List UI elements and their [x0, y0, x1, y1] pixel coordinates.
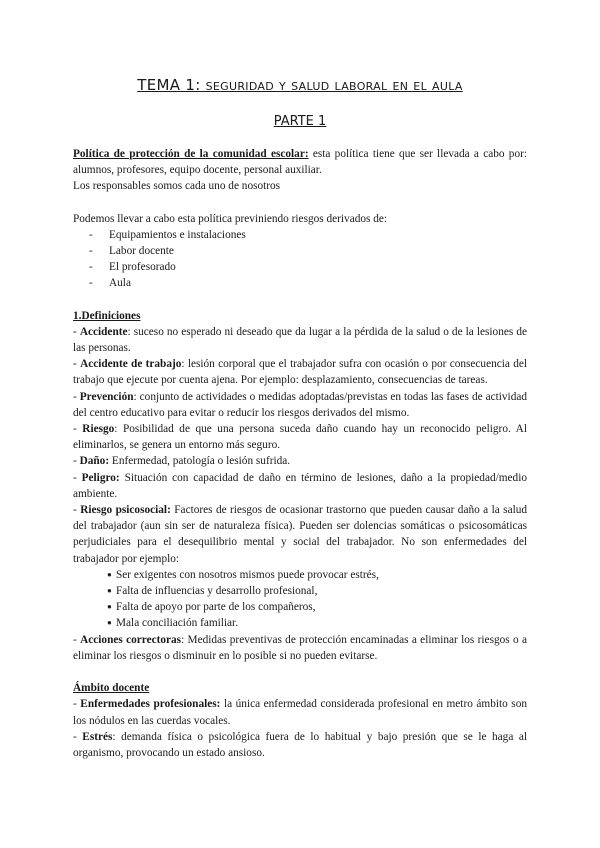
list-item: - Labor docente	[89, 243, 527, 259]
definition-item: - Riesgo: Posibilidad de que una persona suceda daño cuando hay un reconocido peligro. Al eliminarlos, se genera un entorno más seguro.	[73, 423, 527, 452]
definition-term: Accidente	[79, 325, 128, 338]
definition-term: Enfermedades profesionales:	[80, 698, 221, 711]
definition-item: - Prevención: conjunto de actividades o medidas adoptadas/previstas en todas las fases de actividad del centro educativo para evitar o reducir los riesgos derivados del mismo.	[73, 390, 527, 419]
ambito-heading	[73, 680, 527, 696]
definition-text: Factores de riesgos de ocasionar trastorno que pueden causar daño a la salud del trabajador (aun sin ser de naturaleza física). Pueden ser dolencias somáticas o psicosomáticas perjudiciales para el desequilibrio mental y social del trabajador. No son enfermedades del trabajador por ejemplo:	[73, 504, 528, 565]
definiciones-heading-text: 1.Definiciones	[73, 309, 141, 322]
politica-paragraph	[73, 146, 527, 178]
list-item: - Aula	[89, 275, 527, 291]
politica-label: Política de protección de la comunidad escolar:	[73, 148, 309, 160]
definition-sep: :	[114, 423, 123, 436]
definition-text: conjunto de actividades o medidas adoptadas/previstas en todas las fases de actividad del centro educativo para evitar o reducir los riesgos derivados del mismo.	[73, 390, 527, 419]
definition-item: - Accidente: suceso no esperado ni deseado que da lugar a la pérdida de la salud o de la lesiones de las personas.	[73, 325, 527, 355]
definition-item: - Peligro: Situación con capacidad de daño en término de lesiones, daño a la propiedad/medio ambiente.	[73, 471, 527, 500]
definition-item: - Estrés: demanda física o psicológica fuera de lo habitual y bajo presión que se le haga al organismo, provocando un estado ansioso.	[73, 730, 528, 759]
list-item: ● Mala conciliación familiar.	[107, 615, 527, 631]
definition-text: demanda física o psicológica fuera de lo habitual y bajo presión que se le haga al organismo, provocando un estado ansioso.	[73, 730, 528, 759]
definition-item: - Riesgo psicosocial: Factores de riesgos de ocasionar trastorno que pueden causar daño a la salud del trabajador (aun sin ser de naturaleza física). Pueden ser dolencias somáticas o psicosomáticas perjudiciales para el desequilibrio mental y social del trabajador. No son enfermedades del trabajador por ejemplo:	[73, 504, 528, 565]
definition-item: - Daño: Enfermedad, patología o lesión sufrida.	[73, 455, 291, 468]
definition-item: - Accidente de trabajo: lesión corporal que el trabajador sufra con ocasión o por consecuencia del trabajo que ejecute por cuenta ajena. Por ejemplo: desplazamiento, consecuencias de tareas.	[73, 358, 527, 387]
definition-term: Prevención	[79, 390, 134, 403]
document-body	[73, 146, 527, 761]
definition-sep: :	[127, 325, 134, 338]
definition-text: Enfermedad, patología o lesión sufrida.	[111, 455, 291, 468]
prevencion-list	[73, 227, 527, 292]
definiciones-heading	[73, 308, 527, 324]
definition-text: Posibilidad de que una persona suceda daño cuando hay un reconocido peligro. Al eliminarlos, se genera un entorno más seguro.	[73, 423, 527, 452]
list-item: ● Falta de apoyo por parte de los compañeros,	[107, 599, 527, 615]
politica-responsables: Los responsables somos cada uno de nosotros	[73, 180, 281, 193]
definition-text: lesión corporal que el trabajador sufra con ocasión o por consecuencia del trabajo que ejecute por cuenta ajena. Por ejemplo: desplazamiento, consecuencias de tareas.	[73, 358, 527, 387]
definition-sep: :	[133, 390, 140, 403]
definition-item: - Enfermedades profesionales: la única enfermedad considerada profesional en metro ámbito son los nódulos en las cuerdas vocales.	[73, 698, 527, 727]
psico-examples-list	[73, 567, 527, 632]
definition-term: Acciones correctoras	[80, 633, 182, 646]
definition-term: Riesgo	[82, 423, 115, 436]
list-item: ● Falta de influencias y desarrollo profesional,	[107, 583, 527, 599]
definition-term: Daño:	[79, 455, 110, 468]
definition-term: Accidente de trabajo	[80, 358, 182, 371]
definition-sep: :	[112, 730, 122, 743]
page-title: TEMA 1: seguridad y salud laboral en el aula	[137, 76, 463, 94]
definition-term: Peligro:	[81, 471, 120, 484]
prevencion-intro: Podemos llevar a cabo esta política previniendo riesgos derivados de:	[73, 212, 388, 225]
list-item: - El profesorado	[89, 259, 527, 275]
definition-text: Situación con capacidad de daño en término de lesiones, daño a la propiedad/medio ambiente.	[73, 471, 527, 500]
definition-text: la única enfermedad considerada profesional en metro ámbito son los nódulos en las cuerdas vocales.	[73, 698, 527, 727]
politica-text: esta política tiene que ser llevada a cabo por: alumnos, profesores, equipo docente, personal auxiliar.	[73, 148, 527, 177]
definition-text: suceso no esperado ni deseado que da lugar a la pérdida de la salud o de la lesiones de las personas.	[73, 325, 527, 355]
definition-term: Estrés	[82, 730, 113, 743]
list-item: ● Ser exigentes con nosotros mismos puede provocar estrés,	[107, 567, 527, 583]
definition-item: - Acciones correctoras: Medidas preventivas de protección encaminadas a eliminar los riesgos o a eliminar los riesgos o disminuir en lo posible si no pueden evitarse.	[73, 633, 527, 662]
page-subtitle: PARTE 1	[273, 114, 327, 129]
definition-sep: :	[181, 633, 188, 646]
list-item: - Equipamientos e instalaciones	[89, 227, 527, 243]
definition-sep: :	[181, 358, 188, 371]
definition-term: Riesgo psicosocial:	[80, 504, 171, 517]
definition-text: Medidas preventivas de protección encaminadas a eliminar los riesgos o a eliminar los riesgos o disminuir en lo posible si no pueden evitarse.	[73, 633, 527, 662]
ambito-heading-text: Ámbito docente	[73, 682, 150, 695]
